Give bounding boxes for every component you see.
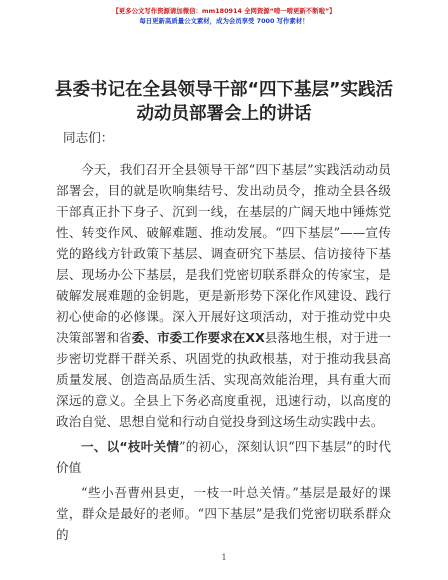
heading-1-suffix: ”的初心，深刻认识“四下基层”的时代价值 [56,439,392,475]
watermark-banner [0,6,448,26]
paragraph-1 [56,159,391,432]
paragraph-1-text-b: 县落地生根，对于进一步密切党群干群关系、巩固党的执政根基，对于推动我县高质量发展、创造高品质生活、实现高效能治理，具有重大而深远的意义。全县上下务必高度重视，迅速行动，以高度的政治自觉、思想自觉和行动自觉投身到这场生动实践中去。 [56,330,392,429]
banner-line-2: 每日更新高质量公文素材，成为会员享受 7000 写作素材！ [139,17,309,25]
paragraph-1-bold-text: 委、市委工作要求在XX [131,330,265,345]
banner-line-1: 【更多公文写作资源请加微信：mm180914 全网资源“啃一啃更新不断啦”】 [112,7,336,15]
section-heading-1 [56,436,391,478]
paragraph-2: “些小吾曹州县吏，一枝一叶总关情。”基层是最好的课堂，群众是最好的老师。“四下基层”是我们党密切联系群众的 [56,485,391,542]
document-body [56,127,391,545]
heading-1-bold-phrase: 枝叶关情 [127,439,180,454]
paragraph-1-text-a: 今天，我们召开全县领导干部“四下基层”实践活动动员部署会，目的就是吹响集结号、发出动员令，推动全县各级干部真正扑下身子、沉到一线，在基层的广阔天地中锤炼党性、转变作风、破解难题、推动发展。“四下基层”——宣传党的路线方针政策下基层、调查研究下基层、信访接待下基层、现场办公下基层，是我们党密切联系群众的传家宝，是破解发展难题的金钥匙，更是新形势下深化作风建设、践行初心使命的必修课。深入开展好这项活动，对于推动党中央决策部署和省 [56,162,391,345]
page-number: 1 [221,553,227,562]
title-line-2: 动动员部署会上的讲话 [136,104,312,124]
title-line-1: 县委书记在全县领导干部“四下基层”实践活 [54,80,393,100]
document-title [0,78,448,126]
salutation: 同志们： [63,130,114,145]
heading-1-prefix: 一、以“ [81,439,128,454]
